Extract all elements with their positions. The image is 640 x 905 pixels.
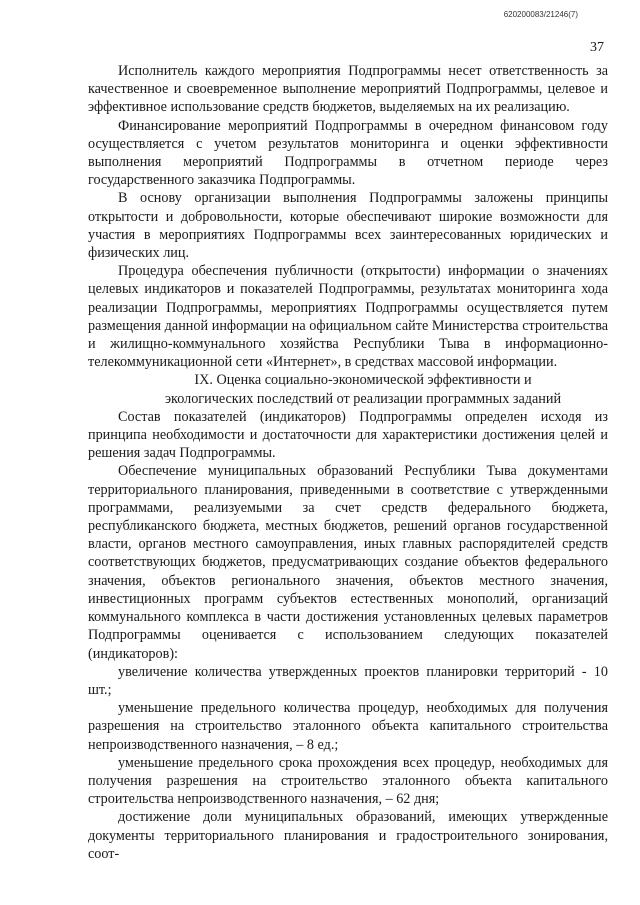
page-number: 37 — [590, 40, 604, 55]
paragraph: Финансирование мероприятий Подпрограммы в очередном финансовом году осуществляется с учетом результатов мониторинга и оценки эффективности выполнения мероприятий Подпрограммы в отчетном периоде через государственного заказчика Подпрограммы. — [88, 117, 608, 189]
paragraph: Состав показателей (индикаторов) Подпрограммы определен исходя из принципа необходимости и достаточности для характеристики достижения целей и решения задач Подпрограммы. — [88, 408, 608, 462]
section-heading-line: экологических последствий от реализации программных заданий — [164, 390, 562, 407]
list-item: уменьшение предельного количества процедур, необходимых для получения разрешения на строительство эталонного объекта капитального строительства непроизводственного назначения, – 8 ед.; — [88, 700, 608, 753]
list-item: достижение доли муниципальных образований, имеющих утвержденные документы территориального планирования и градостроительного зонирования, соот- — [88, 809, 608, 862]
list-item: уменьшение предельного срока прохождения всех процедур, необходимых для получения разрешения на строительство эталонного объекта капитального строительства непроизводственного назначения, – 62 дня; — [88, 754, 608, 808]
list-item: увеличение количества утвержденных проектов планировки территорий - 10 шт.; — [88, 663, 608, 698]
paragraph: В основу организации выполнения Подпрограммы заложены принципы открытости и добровольности, которые обеспечивают широкие возможности для участия в мероприятиях Подпрограммы всех заинтересованных юридических и физических лиц. — [88, 190, 608, 262]
section-heading — [88, 371, 608, 407]
document-code: 620200083/21246(7) — [503, 10, 578, 19]
paragraph: Процедура обеспечения публичности (открытости) информации о значениях целевых индикаторов и показателей Подпрограммы, результатах мониторинга хода реализации Подпрограммы, мероприятиях Подпрограммы осуществляется путем размещения данной информации на официальном сайте Министерства строительства и жилищно-коммунального хозяйства Республики Тыва в информационно-телекоммуникационной сети «Интернет», в средствах массовой информации. — [88, 263, 608, 371]
section-heading-line: IX. Оценка социально-экономической эффективности и — [194, 372, 532, 389]
paragraph: Исполнитель каждого мероприятия Подпрограммы несет ответственность за качественное и своевременное выполнение мероприятий Подпрограммы, целевое и эффективное использование средств бюджетов, выделяемых на их реализацию. — [88, 63, 608, 116]
paragraph: Обеспечение муниципальных образований Республики Тыва документами территориального планирования, приведенными в соответствие с утвержденными программами, реализуемыми за счет средств федерального бюджета, республиканского бюджета, местных бюджетов, решений органов государственной власти, органов местного самоуправления, иных главных распорядителей средств соответствующих бюджетов, предусматривающих создание объектов федерального значения, объектов регионального значения, объектов местного значения, инвестиционных программ субъектов естественных монополий, организаций коммунального комплекса в части достижения установленных целевых параметров Подпрограммы оценивается с использованием следующих показателей (индикаторов): — [88, 463, 608, 662]
document-body — [88, 62, 608, 863]
